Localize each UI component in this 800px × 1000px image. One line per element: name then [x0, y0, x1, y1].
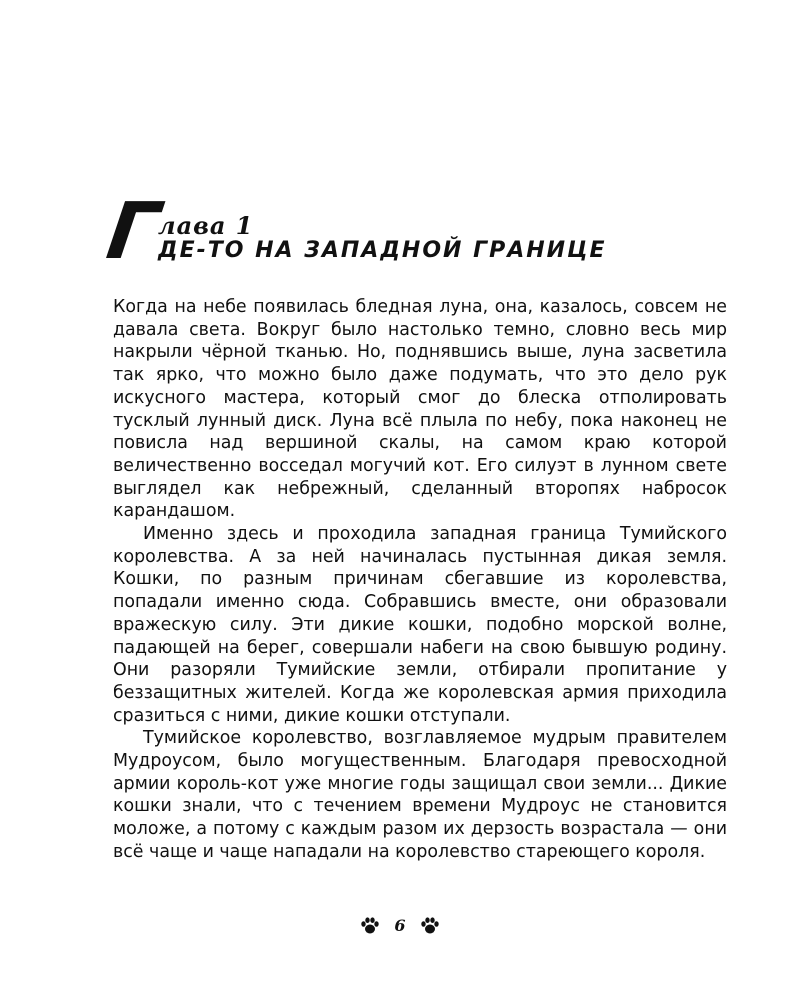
- chapter-body: [113, 296, 727, 864]
- paragraph: Когда на небе появилась бледная луна, она, казалось, совсем не давала света. Вокруг было настолько темно, словно весь мир накрыли чёрной тканью. Но, поднявшись выше, луна засветила так ярко, что можно было даже подумать, что это дело рук искусного мастера, который смог до блеска отполировать тусклый лунный диск. Луна всё плыла по небу, пока наконец не повисла над вершиной скалы, на самом краю которой величественно восседал могучий кот. Его силуэт в лунном свете выглядел как небрежный, сделанный второпях набросок карандашом.: [113, 297, 727, 522]
- paragraph: Именно здесь и проходила западная граница Тумийского королевства. А за ней начиналась пустынная дикая земля. Кошки, по разным причинам сбегавшие из королевства, попадали именно сюда. Собравшись вместе, они образовали вражескую силу. Эти дикие кошки, подобно морской волне, падающей на берег, совершали набеги на свою бывшую родину. Они разоряли Тумийские земли, отбирали пропитание у беззащитных жителей. Когда же королевская армия приходила сразиться с ними, дикие кошки отступали.: [113, 524, 727, 726]
- chapter-initial: Г: [101, 187, 165, 277]
- paw-icon: [420, 917, 440, 935]
- page-footer: [0, 916, 800, 935]
- chapter-heading: [101, 187, 708, 277]
- paw-icon: [360, 917, 380, 935]
- page-number: 6: [394, 916, 406, 935]
- chapter-title: ДЕ-ТО НА ЗАПАДНОЙ ГРАНИЦЕ: [158, 238, 607, 263]
- chapter-label: лава 1: [158, 211, 254, 240]
- paragraph: Тумийское королевство, возглавляемое мудрым правителем Мудроусом, было могущественным. Благодаря превосходной армии король-кот уже многие годы защищал свои земли... Дикие кошки знали, что с течением времени Мудроус не становится моложе, а потому с каждым разом их дерзость возрастала — они всё чаще и чаще нападали на королевство стареющего короля.: [113, 728, 727, 862]
